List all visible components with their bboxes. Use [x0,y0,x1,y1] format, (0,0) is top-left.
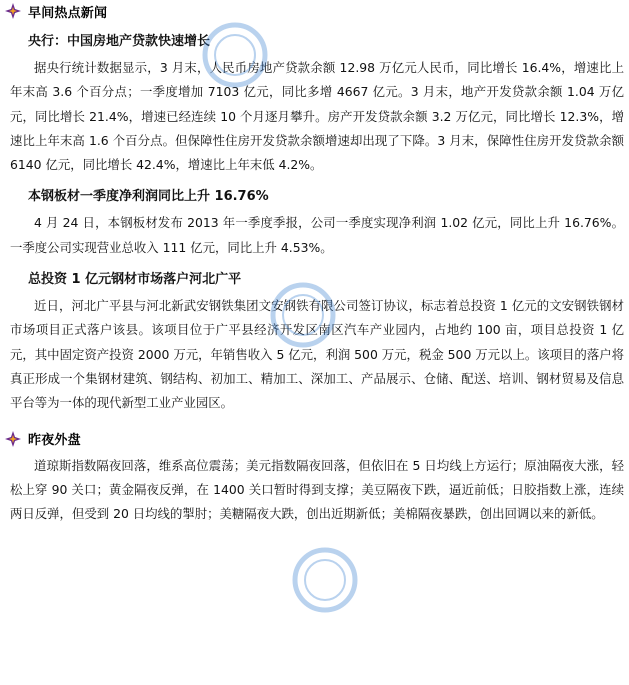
overnight-market-body: 道琼斯指数隔夜回落，维系高位震荡；美元指数隔夜回落，但依旧在 5 日均线上方运行；原油隔夜大涨，轻松上穿 90 关口；黄金隔夜反弹，在 1400 关口暂时得到支撑；美豆隔夜下跌，逼近前低；日胶指数上涨，连续两日反弹，但受到 20 日均线的掣肘；美糖隔夜大跌，创出近期新低；美棉隔夜暴跌，创出回调以来的新低。 [10,457,624,522]
section-title: 早间热点新闻 [28,5,108,21]
article-headline: 本钢板材一季度净利润同比上升 16.76% [28,189,269,205]
section-title: 昨夜外盘 [28,433,81,449]
article-headline: 总投资 1 亿元钢材市场落户河北广平 [28,272,242,288]
star-bullet-icon [4,430,22,448]
section-header-overnight-markets [4,428,624,450]
section-header-morning-news [4,0,624,22]
article-headline: 央行：中国房地产贷款快速增长 [28,34,211,49]
article-body: 据央行统计数据显示，3 月末，人民币房地产贷款余额 12.98 万亿元人民币，同比增长 16.4%，增速比上年末高 3.6 个百分点；一季度增加 7103 亿元，同比多增 4667 亿元。3 月末，地产开发贷款余额 1.04 万亿元，同比增长 21.4%，增速已经连续 10 个月逐月攀升。房产开发贷款余额 3.2 万亿元，同比增长 12.3%，增速比上年末高 1.6 个百分点。但保障性住房开发贷款余额增速却出现了下降。3 月末，保障性住房开发贷款余额 6140 亿元，同比增长 42.4%，增速比上年末低 4.2%。 [10,60,624,173]
article-body: 近日，河北广平县与河北新武安钢铁集团文安钢铁有限公司签订协议，标志着总投资 1 亿元的文安钢铁钢材市场项目正式落户该县。该项目位于广平县经济开发区南区汽车产业园内，占地约 100 亩，项目总投资 1 亿元，其中固定资产投资 2000 万元，年销售收入 5 亿元，利润 500 万元，税金 500 万元以上。该项目的落户将真正形成一个集钢材建筑、钢结构、初加工、精加工、深加工、产品展示、仓储、配送、培训、钢材贸易及信息平台等为一体的现代新型工业产业园区。 [10,298,624,411]
star-bullet-icon [4,2,22,20]
article-body: 4 月 24 日，本钢板材发布 2013 年一季度季报，公司一季度实现净利润 1.02 亿元，同比上升 16.76%。一季度公司实现营业总收入 111 亿元，同比上升 4.53%。 [10,215,624,255]
